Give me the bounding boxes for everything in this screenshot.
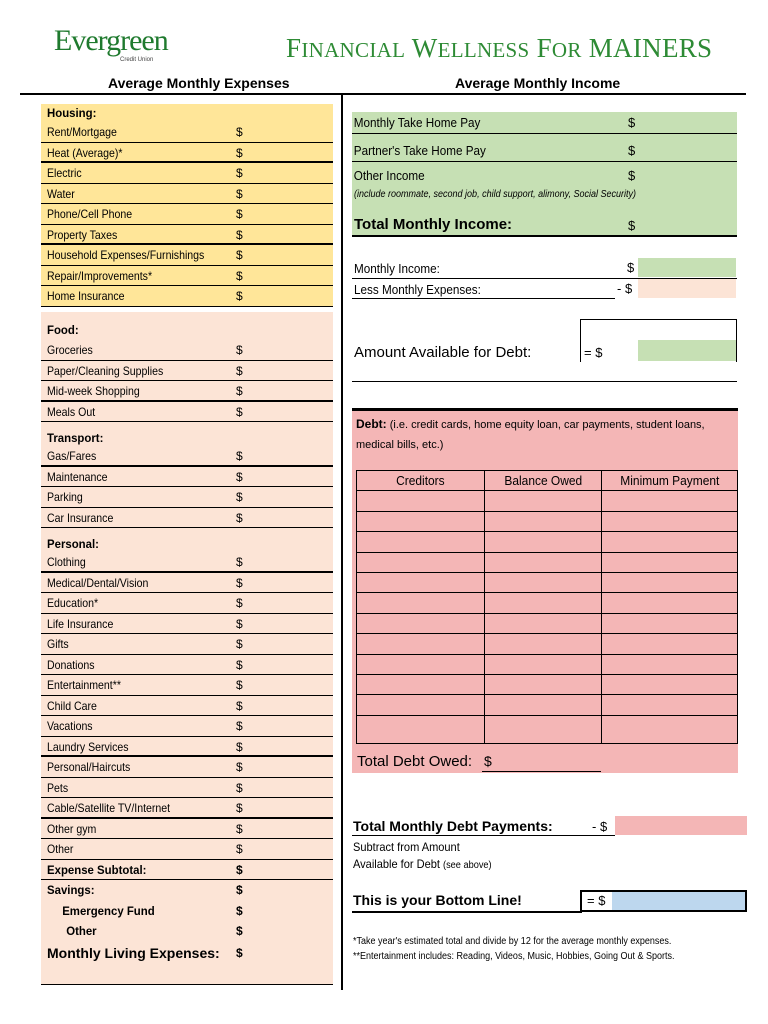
debt-table — [356, 470, 738, 744]
title-letter: W — [411, 33, 438, 63]
expense-row[interactable]: Water $ — [41, 184, 333, 205]
total-monthly-income-label: Total Monthly Income: — [354, 216, 513, 233]
expense-row[interactable]: Rent/Mortgage $ — [41, 122, 333, 143]
expenses-heading: Average Monthly Expenses — [108, 75, 290, 91]
other-income-note: (include roommate, second job, child support, alimony, Social Security) — [354, 189, 636, 200]
total-monthly-income-value[interactable]: $ — [628, 218, 636, 233]
expense-row[interactable]: Gifts $ — [41, 634, 333, 655]
debt-row[interactable] — [357, 532, 738, 552]
debt-row[interactable] — [357, 613, 738, 633]
expense-subtotal-row[interactable]: Expense Subtotal: $ — [41, 860, 333, 881]
expense-row[interactable]: Personal/Haircuts $ — [41, 757, 333, 778]
expense-row[interactable]: Mid-week Shopping $ — [41, 381, 333, 402]
evergreen-logo: Evergreen — [54, 24, 168, 57]
total-debt-owed-value[interactable]: $ — [484, 753, 492, 769]
debt-row[interactable] — [357, 511, 738, 531]
total-monthly-debt-payments-label: Total Monthly Debt Payments: — [353, 818, 553, 834]
personal-heading: Personal: — [47, 537, 99, 551]
rule — [352, 911, 582, 913]
expense-row[interactable]: Education* $ — [41, 593, 333, 614]
expense-row[interactable]: Donations $ — [41, 655, 333, 676]
logo-subtext: Credit Union — [120, 57, 154, 63]
expense-row[interactable]: Other $ — [41, 839, 333, 860]
debt-title: Debt: (i.e. credit cards, home equity loan, car payments, student loans, medical bills, etc.) — [356, 417, 705, 451]
debt-payments-minus: - $ — [592, 819, 608, 834]
savings-row[interactable]: Savings: $ — [47, 883, 243, 897]
title-word: OR — [551, 38, 582, 62]
income-section — [352, 112, 737, 236]
expense-row[interactable]: Household Expenses/Furnishings $ — [41, 245, 333, 266]
expense-row[interactable]: Phone/Cell Phone $ — [41, 204, 333, 225]
less-expenses-cell[interactable] — [638, 279, 736, 298]
subtract-note: Subtract from Amount Available for Debt (see above) — [353, 840, 492, 871]
title-letter: F — [286, 33, 302, 63]
expense-row[interactable]: Gas/Fares $ — [41, 446, 333, 467]
debt-row[interactable] — [357, 715, 738, 743]
debt-row[interactable] — [357, 654, 738, 674]
debt-row[interactable] — [357, 593, 738, 613]
expense-row[interactable]: Pets $ — [41, 778, 333, 799]
income-row[interactable]: Other Income $ — [353, 168, 636, 183]
income-bottom-rule — [352, 235, 737, 237]
creditors-header: Creditors — [357, 471, 485, 491]
less-expenses-label: Less Monthly Expenses: — [354, 282, 481, 297]
expense-row[interactable]: Groceries $ — [41, 340, 333, 361]
expense-row[interactable]: Car Insurance $ — [41, 508, 333, 529]
savings-other-row[interactable]: Other $ — [66, 924, 243, 938]
amount-available-equals: = $ — [584, 345, 603, 360]
footnote: **Entertainment includes: Reading, Videos, Music, Hobbies, Going Out & Sports. — [353, 951, 675, 962]
expenses-bottom-rule — [41, 984, 333, 985]
expense-row[interactable]: Vacations $ — [41, 716, 333, 737]
debt-row[interactable] — [357, 695, 738, 715]
header-rule — [20, 93, 746, 95]
less-expenses-dollar: - $ — [617, 281, 633, 296]
income-row[interactable]: Partner's Take Home Pay $ — [353, 143, 636, 158]
bottom-line-cell[interactable] — [612, 892, 745, 910]
expenses-section — [41, 312, 333, 984]
expense-row[interactable]: Entertainment** $ — [41, 675, 333, 696]
transport-heading: Transport: — [47, 431, 104, 445]
income-row[interactable]: Monthly Take Home Pay $ — [353, 115, 636, 130]
debt-row[interactable] — [357, 552, 738, 572]
housing-section — [41, 104, 333, 307]
bottom-line-equals: = $ — [587, 893, 606, 908]
expense-row[interactable]: Clothing $ — [41, 552, 333, 573]
expense-row[interactable]: Other gym $ — [41, 819, 333, 840]
minimum-payment-header: Minimum Payment — [602, 471, 738, 491]
balance-owed-header: Balance Owed — [485, 471, 602, 491]
total-debt-owed-label: Total Debt Owed: — [357, 753, 473, 770]
rule — [352, 835, 615, 836]
expense-row[interactable]: Paper/Cleaning Supplies $ — [41, 361, 333, 382]
expense-row[interactable]: Child Care $ — [41, 696, 333, 717]
expense-row[interactable]: Medical/Dental/Vision $ — [41, 573, 333, 594]
expense-row[interactable]: Repair/Improvements* $ — [41, 266, 333, 287]
expense-row[interactable]: Laundry Services $ — [41, 737, 333, 758]
rule — [482, 771, 601, 772]
expense-row[interactable]: Home Insurance $ — [41, 286, 333, 307]
expense-row[interactable]: Electric $ — [41, 163, 333, 184]
title-word: MAINERS — [588, 33, 713, 63]
monthly-living-expenses-row[interactable]: Monthly Living Expenses: $ — [47, 944, 243, 961]
monthly-income-cell[interactable] — [638, 258, 736, 277]
amount-available-label: Amount Available for Debt: — [354, 344, 532, 361]
debt-row[interactable] — [357, 491, 738, 511]
housing-heading: Housing: — [47, 106, 97, 120]
monthly-income-label: Monthly Income: — [354, 261, 440, 276]
footnotes — [353, 934, 710, 964]
debt-row[interactable] — [357, 674, 738, 694]
expense-row[interactable]: Meals Out $ — [41, 402, 333, 423]
footnote: *Take year's estimated total and divide by 12 for the average monthly expenses. — [353, 936, 672, 947]
debt-row[interactable] — [357, 572, 738, 592]
income-heading: Average Monthly Income — [455, 75, 621, 91]
emergency-fund-row[interactable]: Emergency Fund $ — [62, 903, 243, 918]
food-heading: Food: — [47, 323, 79, 337]
bottom-line-label: This is your Bottom Line! — [353, 892, 522, 908]
debt-row[interactable] — [357, 634, 738, 654]
total-monthly-debt-payments-cell[interactable] — [615, 816, 747, 835]
rule — [352, 298, 615, 299]
page-title — [286, 33, 712, 65]
title-word: INANCIAL — [301, 38, 406, 62]
rule — [352, 381, 737, 382]
expense-row[interactable]: Parking $ — [41, 487, 333, 508]
expense-row[interactable]: Property Taxes $ — [41, 225, 333, 246]
expense-row[interactable]: Cable/Satellite TV/Internet $ — [41, 798, 333, 819]
column-divider — [341, 95, 343, 990]
monthly-income-dollar: $ — [627, 260, 635, 275]
title-word: ELLNESS — [437, 38, 530, 62]
amount-available-cell[interactable] — [638, 340, 736, 361]
expense-row[interactable]: Maintenance $ — [41, 467, 333, 488]
expense-row[interactable]: Heat (Average)* $ — [41, 143, 333, 164]
expense-row[interactable]: Life Insurance $ — [41, 614, 333, 635]
title-letter: F — [536, 33, 552, 63]
